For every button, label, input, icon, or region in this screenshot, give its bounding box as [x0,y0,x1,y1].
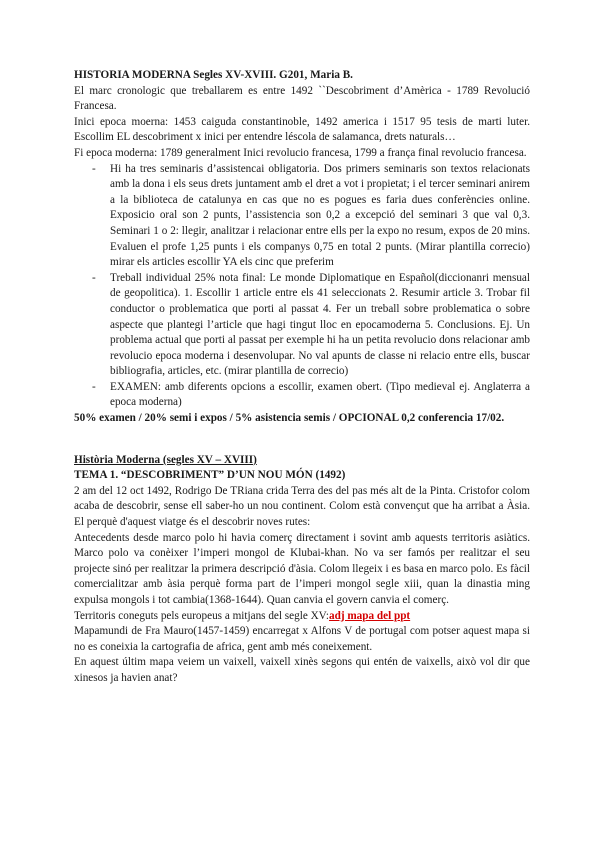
discovery-paragraph: 2 am del 12 oct 1492, Rodrigo De TRiana crida Terra des del pas més alt de la Pinta. Cristofor colom acaba de descobrir, sense ell saber-ho un nou continent. Colom està convençut que ha arribat a Àsia. El perquè d'aquest viatge és el descobrir noves rutes: [74,484,530,529]
fra-mauro-paragraph: Mapamundi de Fra Mauro(1457-1459) encarregat x Alfons V de portugal com potser aquest mapa si no es coneixia la cartografia de africa, gent amb més coneixement. [74,625,530,653]
map-note: adj mapa del ppt [329,609,411,622]
grading-summary: 50% examen / 20% semi i expos / 5% asistencia semis / OPCIONAL 0,2 conferencia 17/02. [74,412,505,425]
list-item [74,162,530,271]
list-item-text: Hi ha tres seminaris d’assistencai obligatoria. Dos primers seminaris son textos relacionats amb la dona i els seus drets juntament amb el dret a vot i propietat; i el tercer seminari anirem a la biblioteca de catalunya en cas que no es pogues es faria dues conferències online. Exposicio oral son 2 punts, l’assistencia son 0,2 a excepció del seminari 3 que val 0,3. Seminari 1 o 2: llegir, analitzar i relacionar entre ells per la expo no resum, expos de 20 mins. Evaluen el profe 1,25 punts i els companys 0,75 en total 2 punts. (Mirar plantilla correcio) mirar els articles escollir YA els cinc que preferim [110,162,530,269]
end-epoch-paragraph: Fi epoca moderna: 1789 generalment Inici revolucio francesa, 1799 a frança final revolucio francesa. [74,146,527,159]
list-item-text: Treball individual 25% nota final: Le monde Diplomatique en Español(diccionanri mensual de geopolitica). 1. Escollir 1 article entre els 41 seleccionats 2. Resumir article 3. Trobar fil conductor o problematica que porti al passat 4. Fer un treball sobre problematica o sobre aspecte que plantegi l’article que hagi tingut lloc en epocamoderna 5. Conclusions. Ej. Un problema actual que porti al passat per exemple hi ha un petita revolucio dons relacionar amb revolucio epoca moderna i desenvolupar. No val apunts de classe ni relacio entre ells, buscar bibliografia, articles, etc. (mirar plantilla de correcio) [110,271,530,378]
list-item-text: EXAMEN: amb diferents opcions a escollir, examen obert. (Tipo medieval ej. Anglaterra a epoca moderna) [110,380,530,409]
spacer [74,427,530,453]
tema-title: TEMA 1. “DESCOBRIMENT” D’UN NOU MÓN (1492) [74,469,346,482]
chronology-paragraph: El marc cronologic que treballarem es entre 1492 ``Descobriment d’Amèrica - 1789 Revolució Francesa. [74,84,530,113]
start-epoch-paragraph: Inici epoca moerna: 1453 caiguda constantinoble, 1492 america i 1517 95 tesis de marti luter. Escollim EL descobriment x inici per entendre léscola de salamanca, drets naturals… [74,115,530,144]
section-heading: Història Moderna (segles XV – XVIII) [74,453,257,466]
dash-marker: - [92,380,96,393]
ship-paragraph: En aquest últim mapa veiem un vaixell, vaixell xinès segons qui entén de vaixells, això vol dir que xinesos ja havien anat? [74,656,530,684]
requirements-list [74,162,530,412]
list-item [74,271,530,380]
antecedents-paragraph: Antecedents desde marco polo hi havia comerç directament i sovint amb aquests territoris asiàtics. Marco polo va conèixer l’imperi mongol de Klubai-khan. No va ser famós per realitzar el seu projecte sinó per realitzar la primera descripció d'àsia. Colom llegeix i es basa en marco polo. Es fàcil comercialitzar amb àsia perquè forma part de l’imperi mongol segle xiii, quan la dinastia ming expulsa mongols i tot cambia(1368-1644). Quan canvia el govern canvia el comerç. [74,531,530,606]
list-item [74,380,530,411]
territories-paragraph [74,609,530,625]
dash-marker: - [92,162,96,175]
territories-text: Territoris coneguts pels europeus a mitjans del segle XV: [74,609,330,622]
dash-marker: - [92,271,96,284]
doc-title: HISTORIA MODERNA Segles XV-XVIII. G201, Maria B. [74,69,353,81]
